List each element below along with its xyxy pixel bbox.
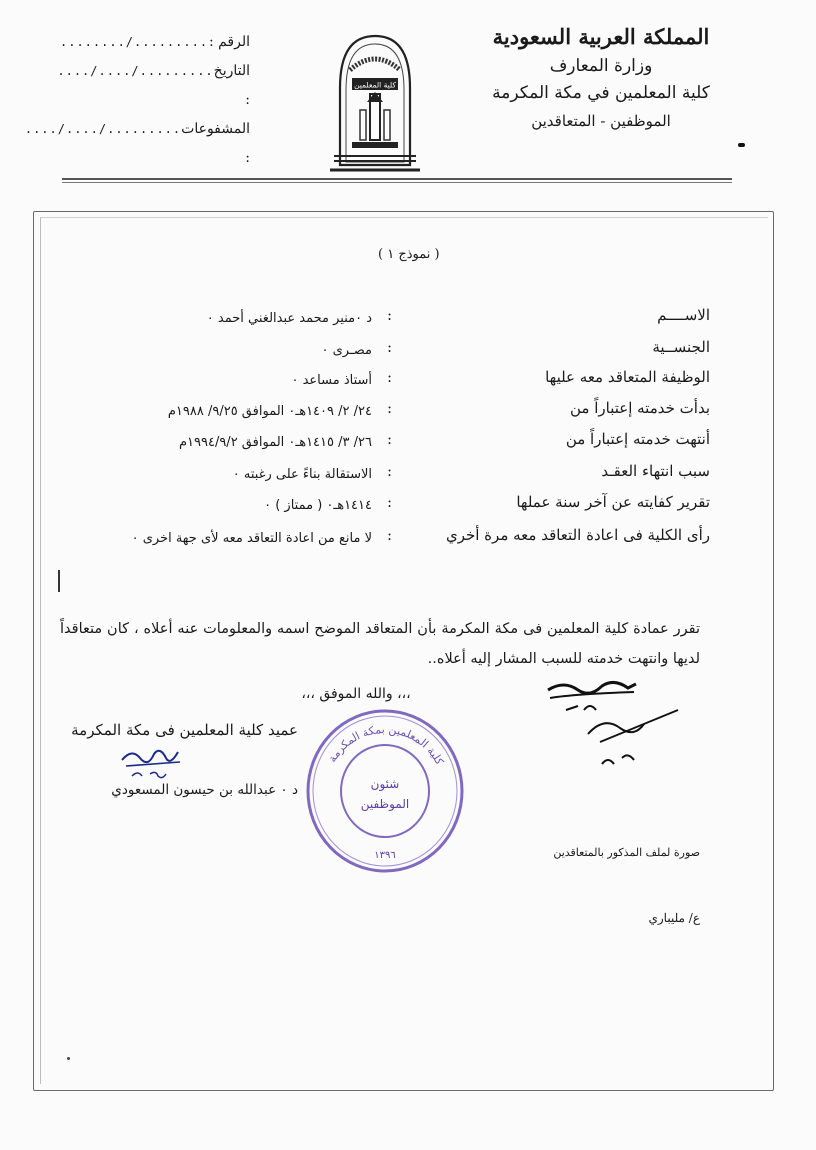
ref-attachments-value: ........./..../.... [24, 122, 182, 136]
closing-line: ،،، والله الموفق ،،، [301, 686, 411, 702]
college-name: كلية المعلمين في مكة المكرمة [492, 83, 710, 103]
field-value: ٢٤/ ٢/ ١٤٠٩هـ٠ الموافق ٩/٢٥/ ١٩٨٨م [167, 404, 372, 419]
ref-date-label: التاريخ : [213, 63, 250, 108]
dean-signature [118, 740, 188, 784]
ref-attachments-row [24, 115, 250, 173]
official-stamp-icon [305, 708, 465, 874]
field-label: أنتهت خدمته إعتباراً من [565, 430, 710, 448]
field-value: أستاذ مساعد ٠ [291, 373, 372, 388]
ministry-name: وزارة المعارف [549, 56, 653, 76]
body-paragraph: تقرر عمادة كلية المعلمين فى مكة المكرمة بأن المتعاقد الموضح اسمه والمعلومات عنه أعلاه ، كان متعاقداً لديها وانتهت خدمته للسبب المشار إليه أعلاه.. [60, 621, 700, 667]
field-label: الاســــم [657, 306, 710, 324]
initials-signature [544, 676, 684, 786]
field-colon: : [386, 338, 392, 356]
ink-mark [738, 143, 745, 147]
field-label: تقرير كفايته عن آخر سنة عملها [516, 493, 710, 511]
field-colon: : [386, 368, 392, 386]
field-label: رأى الكلية فى اعادة التعاقد معه مرة أخري [445, 526, 710, 544]
svg-text:شئون: شئون [370, 777, 400, 791]
field-value: الاستقالة بناءً على رغبته ٠ [232, 467, 372, 482]
svg-text:كلية المعلمين: كلية المعلمين [354, 80, 396, 90]
field-end-date [60, 430, 710, 462]
svg-text:١٣٩٦: ١٣٩٦ [374, 850, 396, 861]
department-name: الموظفين - المتعاقدين [531, 112, 671, 130]
field-college-opinion [60, 526, 710, 576]
margin-tick [58, 570, 60, 592]
header-rule-thin [62, 182, 732, 183]
letterhead [486, 22, 716, 136]
field-value: ١٤١٤هـ٠ ( ممتاز ) ٠ [264, 498, 372, 513]
ink-dot [67, 1057, 70, 1060]
form-number: ( نموذج ١ ) [378, 247, 440, 262]
field-colon: : [386, 430, 392, 448]
field-value: مصـرى ٠ [321, 343, 372, 358]
field-value: د ٠منير محمد عبدالغني أحمد ٠ [206, 311, 372, 326]
copy-note: صورة لملف المذكور بالمتعاقدين [553, 846, 700, 859]
ref-attachments-label: المشفوعات : [181, 121, 250, 166]
field-label: سبب انتهاء العقـد [601, 462, 710, 480]
field-nationality [60, 338, 710, 370]
field-colon: : [386, 462, 392, 480]
header-rule [62, 178, 732, 180]
field-colon: : [386, 493, 392, 511]
reference-block [24, 28, 250, 173]
svg-text:الموظفين: الموظفين [360, 797, 410, 811]
ref-number-value: ........./........ [60, 35, 209, 49]
signatory-name: د ٠ عبدالله بن حيسون المسعودي [111, 782, 298, 798]
college-logo-icon [330, 30, 420, 178]
field-performance-report [60, 493, 710, 525]
field-label: الجنســية [652, 338, 710, 356]
field-label: الوظيفة المتعاقد معه عليها [545, 368, 710, 386]
typist-initials: ع/ مليباري [648, 911, 700, 925]
signatory-title: عميد كلية المعلمين فى مكة المكرمة [71, 721, 298, 739]
field-label: بدأت خدمته إعتباراً من [570, 399, 710, 417]
ref-number-label: الرقم : [208, 34, 250, 50]
field-colon: : [386, 526, 392, 544]
field-colon: : [386, 399, 392, 417]
kingdom-name: المملكة العربية السعودية [492, 24, 710, 49]
field-value: لا مانع من اعادة التعاقد معه لأى جهة اخرى ٠ [131, 531, 372, 546]
ref-date-row [57, 57, 250, 115]
ref-number-row [60, 28, 250, 57]
field-name [60, 306, 710, 338]
field-colon: : [386, 306, 392, 324]
field-value: ٢٦/ ٣/ ١٤١٥هـ٠ الموافق ١٩٩٤/٩/٢م [178, 435, 372, 450]
field-termination-reason [60, 462, 710, 494]
svg-text:كلية المعلمين بمكة المكرمة: كلية المعلمين بمكة المكرمة [325, 722, 447, 768]
field-start-date [60, 399, 710, 431]
ref-date-value: ........./..../.... [57, 64, 214, 78]
field-position [60, 368, 710, 400]
